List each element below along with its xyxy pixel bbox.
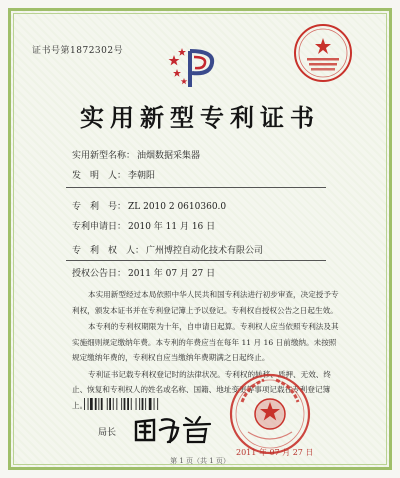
barcode-icon: [84, 398, 184, 410]
field-value: 2010 年 11 月 16 日: [128, 222, 216, 232]
divider-line: [66, 260, 326, 261]
field-value: ZL 2010 2 0610360.0: [128, 202, 227, 212]
field-label: 授权公告日：: [72, 269, 127, 279]
director-signature-icon: [130, 412, 220, 446]
body-paragraph: 本专利的专利权期限为十年，自申请日起算。专利权人应当依照专利法及其实施细则规定缴纳年费。本专利的年费应当在每年 11 月 16 日前缴纳。未按照规定缴纳年费的，专利权自应当缴纳年费期满之日起终止。: [72, 322, 339, 362]
seal-date: 2011 年 07 月 27 日: [236, 448, 314, 457]
director-label: 局长: [98, 428, 117, 438]
body-paragraph: 本实用新型经过本局依照中华人民共和国专利法进行初步审查，决定授予专利权，颁发本证书并在专利登记簿上予以登记。专利权自授权公告之日起生效。: [72, 290, 339, 315]
field-patent-holder: [72, 243, 263, 256]
field-label: 专 利 权 人：: [72, 246, 145, 256]
body-paragraph: 专利证书记载专利权登记时的法律状况。专利权的转移、质押、无效、终止、恢复和专利权人的姓名或名称、国籍、地址变更等事项记载在专利登记簿上。: [72, 369, 331, 410]
field-value: 油烟数据采集器: [137, 151, 201, 161]
field-label: 专 利 号：: [72, 202, 127, 212]
field-designer: [72, 168, 155, 181]
certificate-number-value: 1872302: [70, 46, 114, 56]
field-value: 2011 年 07 月 27 日: [128, 269, 216, 279]
field-label: 实用新型名称：: [72, 151, 136, 161]
field-value: 广州博控自动化技术有限公司: [146, 246, 264, 256]
page-footer: 第 1 页（共 1 页）: [170, 457, 230, 465]
field-value: 李朝阳: [128, 171, 156, 181]
state-seal-icon: [228, 372, 312, 456]
divider-line: [66, 187, 326, 188]
certificate-number-suffix: 号: [113, 46, 124, 56]
certificate-number-label: 证书号第: [32, 46, 71, 56]
patent-office-logo-icon: [168, 45, 220, 89]
field-label: 专利申请日：: [72, 222, 127, 232]
field-utility-model-name: [72, 148, 200, 161]
field-filing-date: [72, 219, 215, 232]
certificate-title: 实用新型专利证书: [80, 104, 320, 132]
field-patent-number: [72, 199, 226, 212]
field-grant-date: [72, 266, 215, 279]
certificate-number: [32, 43, 123, 56]
field-label: 发 明 人：: [72, 171, 127, 181]
agency-seal-icon: [292, 22, 354, 84]
